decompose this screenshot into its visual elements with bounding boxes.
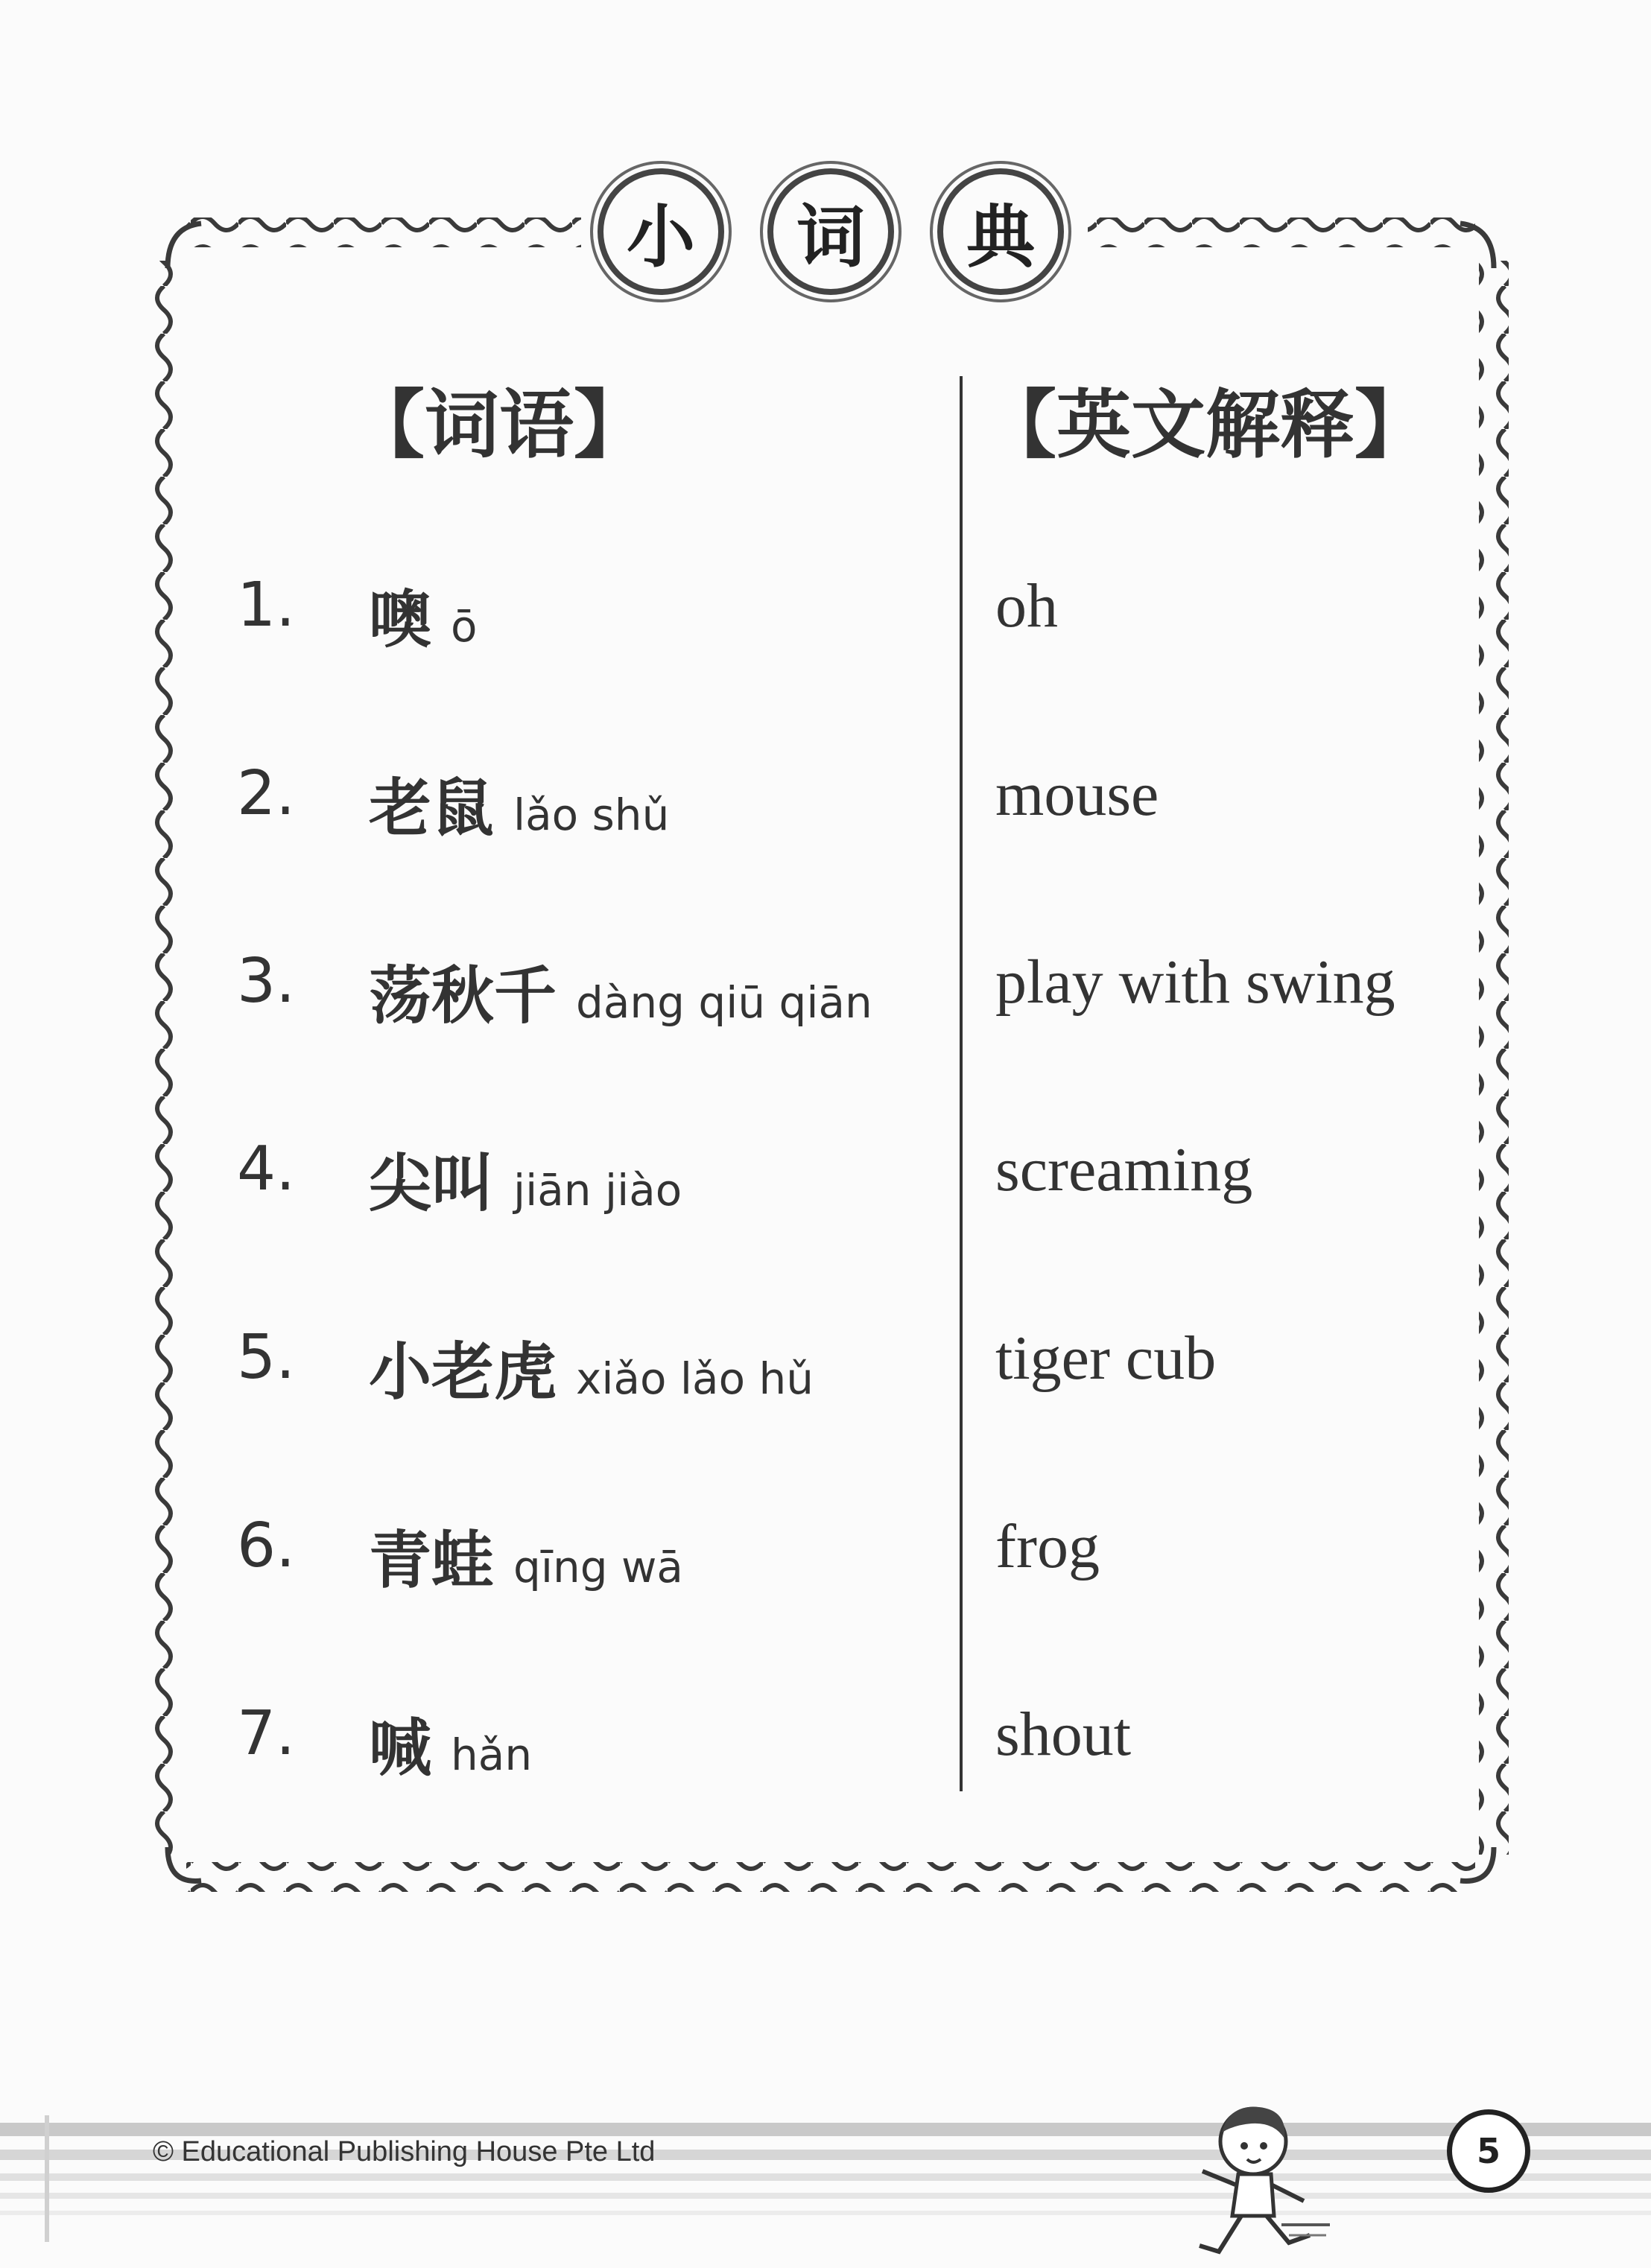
entry-number: 3. bbox=[237, 946, 296, 1017]
title-char-3: 典 bbox=[937, 168, 1064, 295]
entry-hanzi: 噢 bbox=[369, 583, 432, 656]
entry-english: play with swing bbox=[995, 947, 1395, 1017]
entry-pinyin: jiān jiào bbox=[513, 1165, 682, 1216]
footer-stripes bbox=[0, 2115, 1651, 2242]
column-divider bbox=[960, 376, 963, 1791]
page-number: 5 bbox=[1447, 2109, 1530, 2193]
entry-number: 5. bbox=[237, 1322, 296, 1393]
entry-number: 6. bbox=[237, 1511, 296, 1581]
entry-english: shout bbox=[995, 1700, 1132, 1769]
entry-pinyin: xiǎo lǎo hǔ bbox=[576, 1353, 814, 1404]
entry-english: frog bbox=[995, 1512, 1100, 1581]
entry-hanzi: 尖叫 bbox=[369, 1147, 495, 1220]
entry-word bbox=[369, 946, 872, 1036]
entry-number: 7. bbox=[237, 1698, 296, 1769]
running-boy-icon bbox=[1170, 2097, 1334, 2268]
entry-hanzi: 小老虎 bbox=[369, 1335, 557, 1408]
entry-word bbox=[369, 1698, 532, 1788]
title-char-2: 词 bbox=[767, 168, 894, 295]
entry-english: oh bbox=[995, 571, 1058, 641]
entry-word bbox=[369, 1511, 683, 1601]
english-column-header: 【英文解释】 bbox=[982, 381, 1429, 468]
entry-hanzi: 老鼠 bbox=[369, 772, 495, 845]
words-column-header: 【词语】 bbox=[350, 381, 648, 468]
entry-word bbox=[369, 1322, 814, 1412]
entry-word bbox=[369, 570, 478, 660]
entry-english: mouse bbox=[995, 760, 1159, 829]
entry-pinyin: ō bbox=[451, 601, 478, 652]
entry-hanzi: 喊 bbox=[369, 1712, 432, 1785]
entry-word bbox=[369, 758, 669, 848]
entry-english: screaming bbox=[995, 1135, 1253, 1204]
entry-number: 1. bbox=[237, 570, 296, 641]
entry-number: 2. bbox=[237, 758, 296, 829]
entry-pinyin: lǎo shǔ bbox=[513, 790, 670, 840]
entry-word bbox=[369, 1134, 682, 1224]
entry-pinyin: qīng wā bbox=[513, 1542, 683, 1592]
title-char-1: 小 bbox=[598, 168, 724, 295]
copyright-text: © Educational Publishing House Pte Ltd bbox=[153, 2136, 656, 2167]
entry-pinyin: hǎn bbox=[451, 1729, 533, 1780]
entry-pinyin: dàng qiū qiān bbox=[576, 977, 872, 1028]
entry-hanzi: 青蛙 bbox=[369, 1524, 495, 1597]
entry-number: 4. bbox=[237, 1134, 296, 1204]
entry-hanzi: 荡秋千 bbox=[369, 959, 557, 1032]
entry-english: tiger cub bbox=[995, 1324, 1217, 1393]
